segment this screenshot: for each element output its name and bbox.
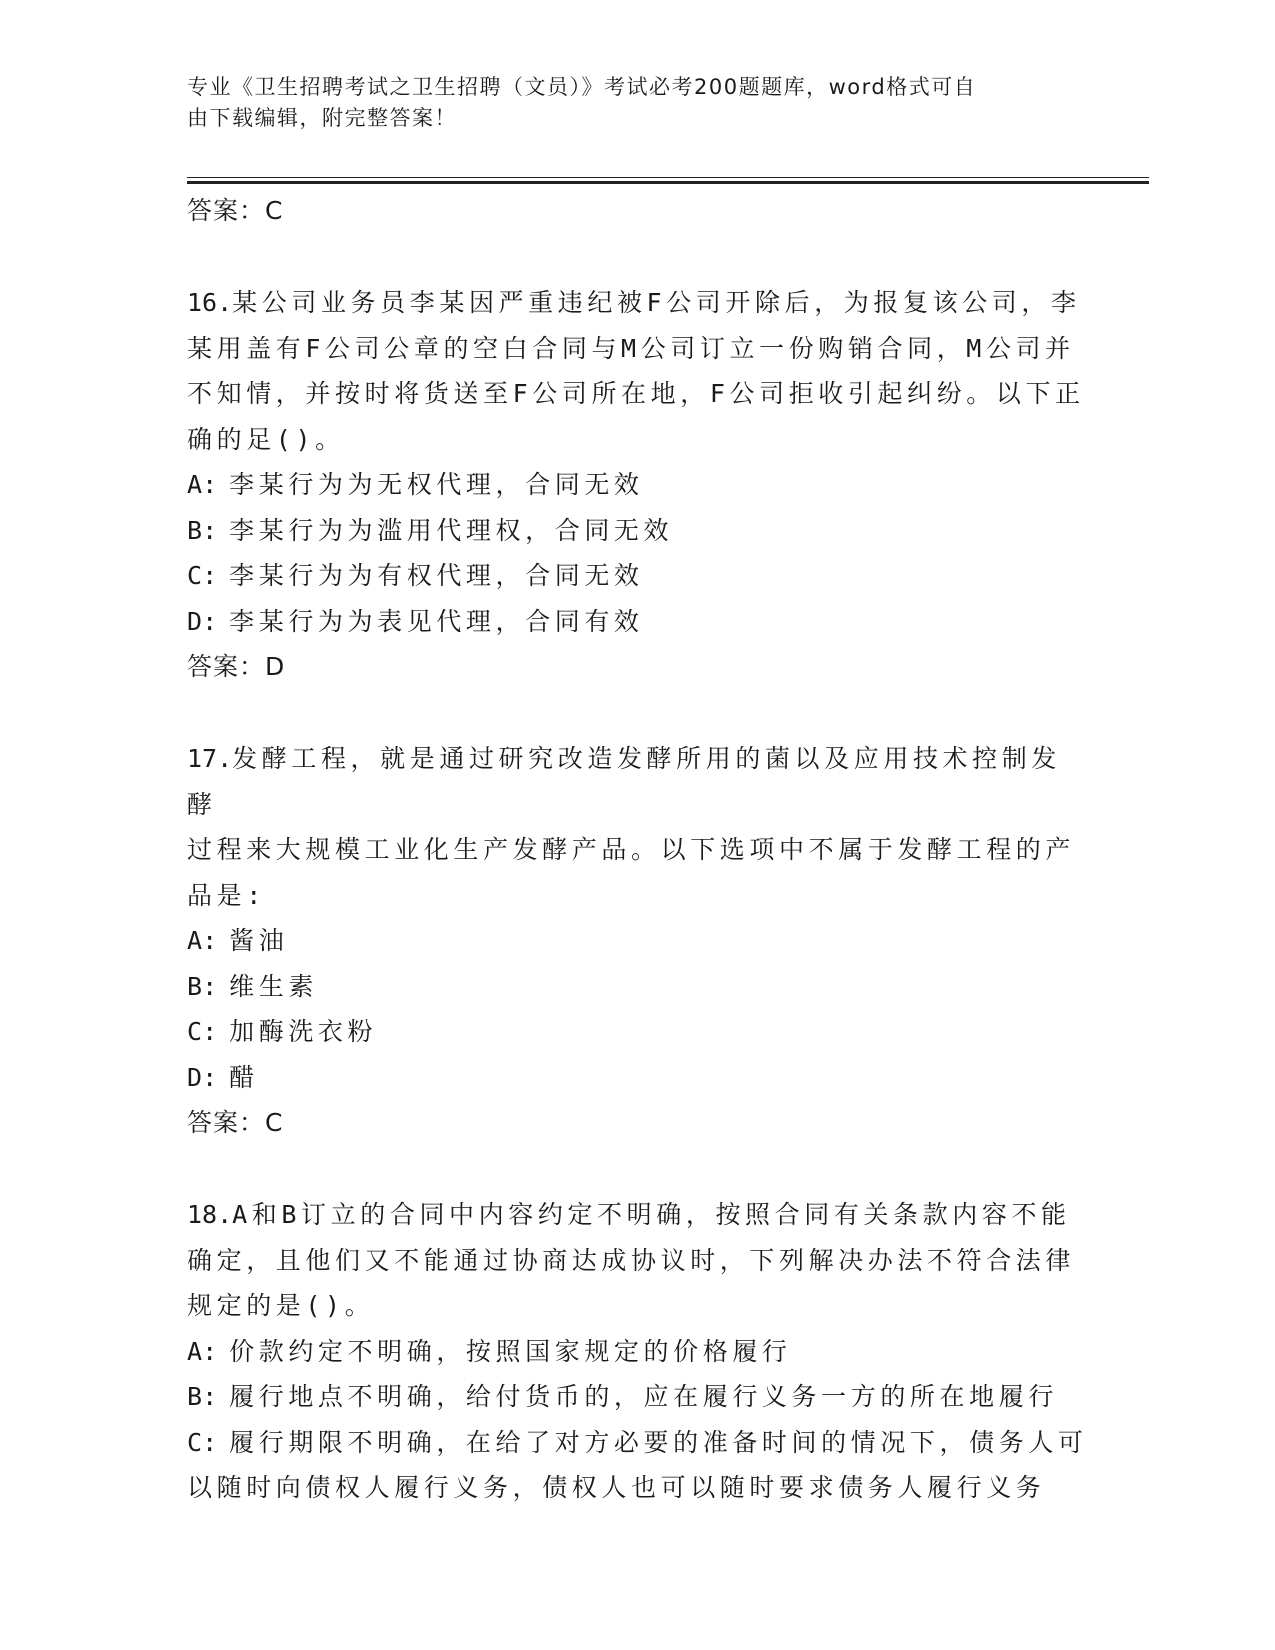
option-separator: : [202,971,218,1001]
question-stem-line: 过程来大规模工业化生产发酵产品。以下选项中不属于发酵工程的产 [187,835,1076,864]
option-letter: B [187,515,203,545]
option-letter: C [187,1427,203,1457]
option-c [187,553,1087,599]
option-text: 酱油 [229,926,289,955]
answer-value: D [265,652,286,681]
question-stem-line [187,1192,1087,1238]
option-continuation: 以随时向债权人履行义务，债权人也可以随时要求债务人履行义务 [187,1473,1046,1502]
option-text: 加酶洗衣粉 [229,1017,378,1046]
option-text: 李某行为为无权代理，合同无效 [229,470,644,499]
option-text: 李某行为为表见代理，合同有效 [229,606,644,636]
answer-line [187,644,1087,689]
question-stem-line: 规定的是()。 [187,1291,375,1320]
question-16 [187,280,1087,689]
question-stem-line: 某用盖有F公司公章的空白合同与M公司订立一份购销合同，M公司并 [187,333,1075,363]
question-stem-line: 确定，且他们又不能通过协商达成协议时，下列解决办法不符合法律 [187,1245,1076,1275]
question-stem [187,736,1087,918]
option-letter: A [187,470,203,499]
option-d [187,599,1087,645]
question-stem [187,1192,1087,1329]
header-divider-thin [187,177,1149,178]
option-text: 价款约定不明确，按照国家规定的价格履行 [229,1336,792,1366]
question-stem-text: A和B订立的合同中内容约定不明确，按照合同有关条款内容不能 [232,1200,1071,1229]
option-separator: : [202,926,218,955]
document-header [187,72,1067,134]
header-line-2: 由下载编辑，附完整答案！ [187,106,457,130]
option-separator: : [202,1427,218,1457]
answer-line [187,188,1087,233]
answer-label: 答案： [187,1108,266,1137]
option-separator: : [202,1017,218,1046]
question-number: 18. [187,1200,233,1229]
option-a [187,918,1087,964]
document-content [187,188,1087,1511]
option-letter: C [187,1017,203,1046]
option-b [187,964,1087,1010]
answer-label: 答案： [187,196,266,225]
question-stem-line: 品是: [187,880,266,910]
option-c [187,1420,1087,1466]
header-line-1: 专业《卫生招聘考试之卫生招聘（文员）》考试必考200题题库，word格式可自 [187,75,977,99]
question-stem-line [187,736,1087,827]
question-number: 17. [187,744,233,773]
option-text: 李某行为为滥用代理权，合同无效 [229,515,674,545]
option-separator: : [202,1336,218,1366]
header-divider-thick [187,181,1149,184]
option-d [187,1055,1087,1101]
option-separator: : [202,561,218,590]
question-17 [187,736,1087,1145]
option-a [187,1329,1087,1375]
option-letter: C [187,561,203,590]
option-b [187,1374,1087,1420]
option-letter: B [187,1382,203,1411]
option-text: 维生素 [229,971,318,1001]
option-a [187,462,1087,508]
question-stem-line: 不知情，并按时将货送至F公司所在地，F公司拒收引起纠纷。以下正 [187,379,1085,408]
answer-value: C [265,196,284,225]
option-separator: : [202,606,218,636]
option-text: 醋 [229,1062,259,1092]
question-stem [187,280,1087,462]
option-text: 履行地点不明确，给付货币的，应在履行义务一方的所在地履行 [229,1382,1058,1411]
option-separator: : [202,470,218,499]
option-letter: A [187,926,203,955]
option-text: 履行期限不明确，在给了对方必要的准备时间的情况下，债务人可 [229,1427,1088,1457]
option-letter: D [187,606,203,636]
option-separator: : [202,1062,218,1092]
option-text: 李某行为为有权代理，合同无效 [229,561,644,590]
question-stem-text: 某公司业务员李某因严重违纪被F公司开除后，为报复该公司，李 [232,288,1081,317]
question-stem-line: 确的足()。 [187,424,345,454]
question-stem-line [187,280,1087,326]
question-stem-text: 发酵工程，就是通过研究改造发酵所用的菌以及应用技术控制发酵 [187,744,1061,819]
question-number: 16. [187,288,233,317]
answer-line [187,1100,1087,1145]
option-letter: A [187,1336,203,1366]
option-b [187,508,1087,554]
option-c [187,1009,1087,1055]
option-letter: D [187,1062,203,1092]
question-18 [187,1192,1087,1511]
option-separator: : [202,1382,218,1411]
answer-label: 答案： [187,652,266,681]
option-letter: B [187,971,203,1001]
answer-value: C [265,1108,284,1137]
option-separator: : [202,515,218,545]
